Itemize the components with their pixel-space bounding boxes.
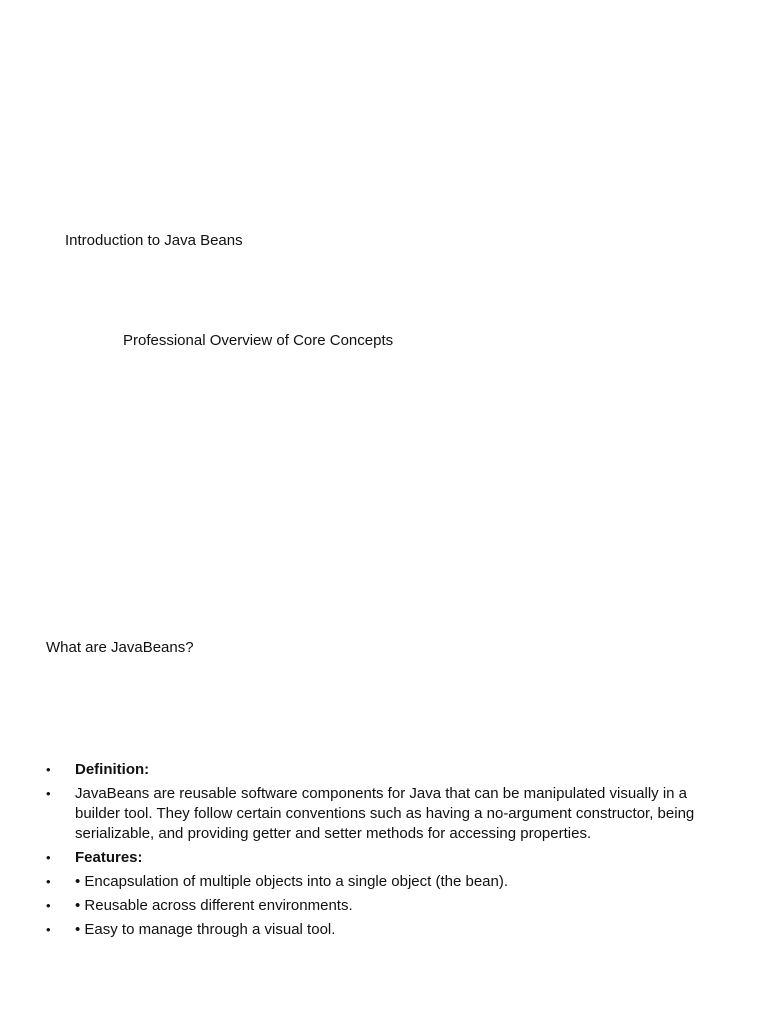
bullet-text: JavaBeans are reusable software components for Java that can be manipulated visually in a builder tool. They follow certain conventions such as having a no-argument constructor, being serializable, and providing getter and setter methods for accessing properties.: [75, 785, 695, 842]
bullet-text: • Reusable across different environments.: [75, 897, 353, 914]
bullet-item-feature-encapsulation: [46, 872, 736, 892]
bullet-marker: •: [46, 898, 51, 913]
bullet-item-feature-visual-tool: [46, 920, 736, 940]
bullet-list: [46, 760, 736, 944]
document-title: Introduction to Java Beans: [65, 232, 243, 249]
bullet-text: Definition:: [75, 761, 150, 778]
bullet-text: • Encapsulation of multiple objects into a single object (the bean).: [75, 873, 509, 890]
bullet-item-definition: [46, 760, 736, 780]
section-heading: What are JavaBeans?: [46, 639, 194, 656]
bullet-marker: •: [46, 922, 51, 937]
bullet-marker: •: [46, 850, 51, 865]
bullet-marker: •: [46, 786, 51, 801]
document-subtitle: Professional Overview of Core Concepts: [123, 332, 394, 349]
bullet-text: • Easy to manage through a visual tool.: [75, 921, 336, 938]
bullet-item-definition-body: [46, 784, 736, 844]
bullet-item-feature-reusable: [46, 896, 736, 916]
bullet-item-features: [46, 848, 736, 868]
bullet-text: Features:: [75, 849, 143, 866]
bullet-marker: •: [46, 762, 51, 777]
bullet-marker: •: [46, 874, 51, 889]
